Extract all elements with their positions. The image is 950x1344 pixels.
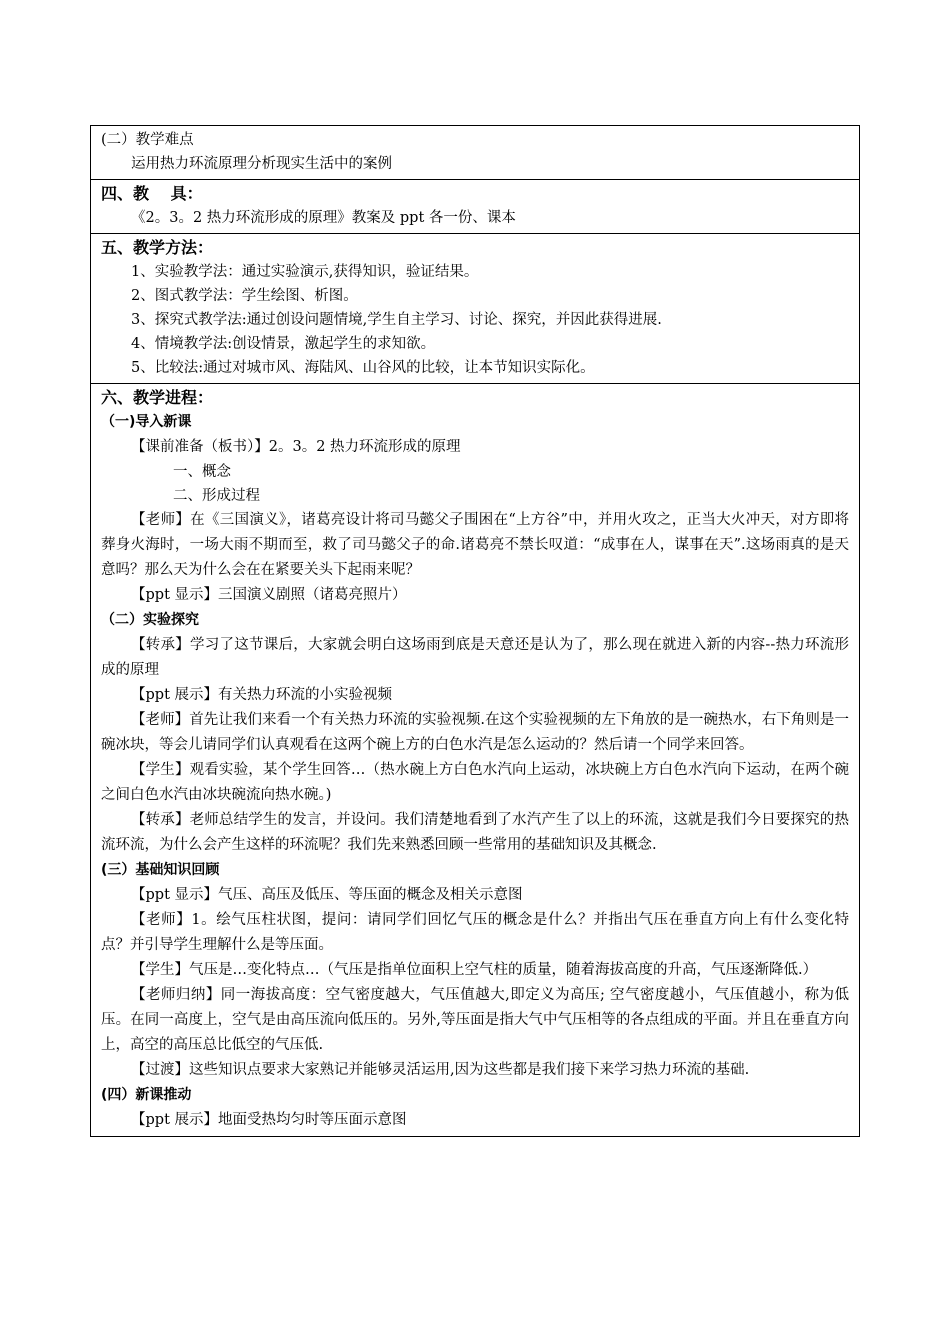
experiment-paragraph: 【老师】首先让我们来看一个有关热力环流的实验视频.在这个实验视频的左下角放的是一碗热水，右下角则是一碗冰块，等会儿请同学们认真观看在这两个碗上方的白色水汽是怎么运动的？然后请一个同学来回答。 (101, 712, 849, 753)
method-item: 2、图式教学法：学生绘图、析图。 (131, 288, 358, 304)
methods-cell (90, 233, 860, 383)
process-heading: 六、教学进程： (101, 388, 214, 407)
method-item: 3、探究式教学法:通过创设问题情境,学生自主学习、讨论、探究，并因此获得进展. (131, 312, 662, 328)
experiment-paragraph: 【ppt 展示】有关热力环流的小实验视频 (131, 687, 392, 703)
method-item: 5、比较法:通过对城市风、海陆风、山谷风的比较，让本节知识实际化。 (131, 360, 595, 376)
review-paragraph: 【老师】1。绘气压柱状图，提问：请同学们回忆气压的概念是什么？并指出气压在垂直方向上有什么变化特点？并引导学生理解什么是等压面。 (101, 912, 849, 953)
difficulty-cell (90, 125, 860, 179)
experiment-heading: （二）实验探究 (101, 612, 199, 628)
outline-item: 一、概念 (173, 464, 231, 480)
outline-item: 二、形成过程 (173, 488, 260, 504)
experiment-paragraph: 【转承】学习了这节课后，大家就会明白这场雨到底是天意还是认为了，那么现在就进入新的内容--热力环流形成的原理 (101, 637, 849, 678)
method-item: 1、实验教学法：通过实验演示,获得知识，验证结果。 (131, 264, 479, 280)
process-cell (90, 383, 860, 1137)
experiment-paragraph: 【转承】老师总结学生的发言，并设问。我们清楚地看到了水汽产生了以上的环流，这就是我们今日要探究的热流环流，为什么会产生这样的环流呢？我们先来熟悉回顾一些常用的基础知识及其概念. (101, 812, 849, 853)
review-paragraph: 【ppt 显示】气压、高压及低压、等压面的概念及相关示意图 (131, 887, 523, 903)
method-item: 4、情境教学法:创设情景，激起学生的求知欲。 (131, 336, 436, 352)
review-paragraph: 【过渡】这些知识点要求大家熟记并能够灵活运用,因为这些都是我们接下来学习热力环流的基础. (131, 1062, 750, 1078)
tools-text: 《2。3。2 热力环流形成的原理》教案及 ppt 各一份、课本 (131, 210, 516, 226)
newlesson-paragraph: 【ppt 展示】地面受热均匀时等压面示意图 (131, 1112, 407, 1128)
tools-cell (90, 179, 860, 233)
intro-heading: （一)导入新课 (101, 414, 192, 430)
review-paragraph: 【老师归纳】同一海拔高度：空气密度越大，气压值越大,即定义为高压; 空气密度越小，气压值越小，称为低压。在同一高度上，空气是由高压流向低压的。另外,等压面是指大气中气压相等的各点组成的平面。并且在垂直方向上，高空的高压总比低空的气压低. (101, 987, 849, 1053)
intro-ppt: 【ppt 显示】三国演义剧照（诸葛亮照片） (131, 587, 407, 603)
review-paragraph: 【学生】气压是…变化特点…（气压是指单位面积上空气柱的质量，随着海拔高度的升高，气压逐渐降低.） (131, 962, 818, 978)
methods-heading: 五、教学方法： (101, 238, 214, 257)
difficulty-heading: (二）教学难点 (101, 132, 194, 148)
newlesson-heading: (四）新课推动 (101, 1087, 192, 1103)
difficulty-text: 运用热力环流原理分析现实生活中的案例 (131, 156, 392, 172)
lesson-plan-table (90, 125, 860, 1137)
experiment-paragraph: 【学生】观看实验，某个学生回答…（热水碗上方白色水汽向上运动，冰块碗上方白色水汽向下运动，在两个碗之间白色水汽由冰块碗流向热水碗。) (101, 762, 849, 803)
intro-prep: 【课前准备（板书）】2。3。2 热力环流形成的原理 (131, 439, 461, 455)
review-heading: (三）基础知识回顾 (101, 862, 220, 878)
intro-teacher: 【老师】在《三国演义》，诸葛亮设计将司马懿父子围困在“上方谷”中，并用火攻之，正当大火冲天，对方即将葬身火海时，一场大雨不期而至，救了司马懿父子的命.诸葛亮不禁长叹道：“成事在人，谋事在天”.这场雨真的是天意吗？那么天为什么会在在紧要关头下起雨来呢？ (101, 512, 849, 578)
tools-heading: 四、教 具： (101, 184, 203, 203)
